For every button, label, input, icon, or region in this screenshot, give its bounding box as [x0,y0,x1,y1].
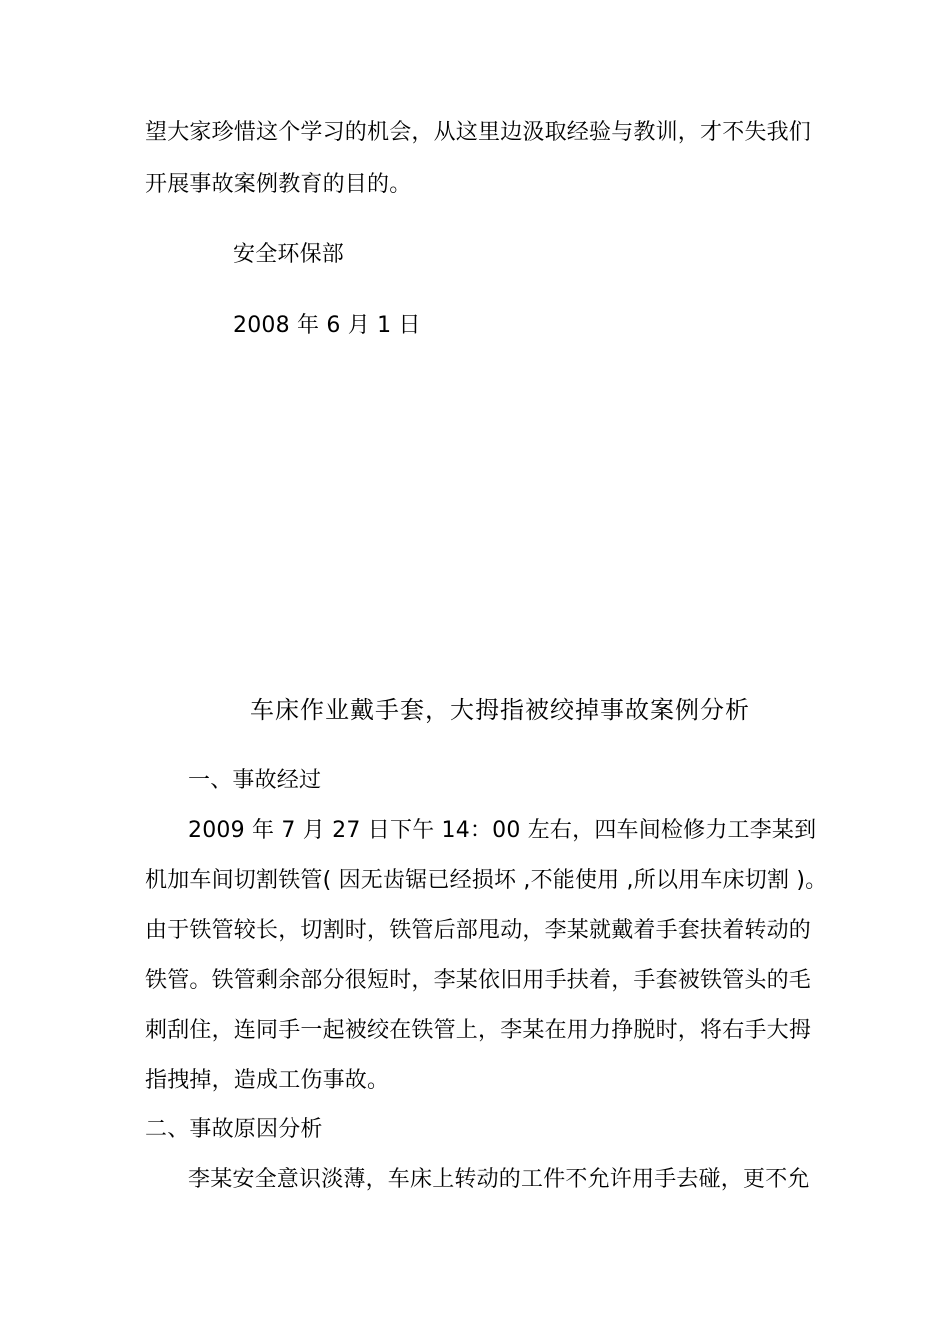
section1-line-6: 指拽掉，造成工伤事故。 [145,1068,390,1093]
section2-line-1: 李某安全意识淡薄，车床上转动的工件不允许用手去碰，更不允 [188,1167,810,1192]
section-heading-cause-analysis: 二、事故原因分析 [145,1117,323,1142]
signature-date: 2008 年 6 月 1 日 [233,313,421,338]
section1-line-4: 铁管。铁管剩余部分很短时，李某依旧用手扶着，手套被铁管头的毛 [145,968,812,993]
section1-line-3: 由于铁管较长，切割时，铁管后部甩动，李某就戴着手套扶着转动的 [145,918,812,943]
section1-line-1: 2009 年 7 月 27 日下午 14：00 左右，四车间检修力工李某到 [188,818,817,843]
section-heading-accident-process: 一、事故经过 [188,768,322,793]
case-title: 车床作业戴手套，大拇指被绞掉事故案例分析 [250,696,750,724]
intro-paragraph-line-2: 开展事故案例教育的目的。 [145,172,412,197]
section1-line-5: 刺刮住，连同手一起被绞在铁管上，李某在用力挣脱时，将右手大拇 [145,1018,812,1043]
section1-line-2: 机加车间切割铁管( 因无齿锯已经损坏 ,不能使用 ,所以用车床切割 )。 [145,868,828,893]
intro-paragraph-line-1: 望大家珍惜这个学习的机会，从这里边汲取经验与教训，才不失我们 [145,120,812,145]
signature-department: 安全环保部 [233,242,345,267]
